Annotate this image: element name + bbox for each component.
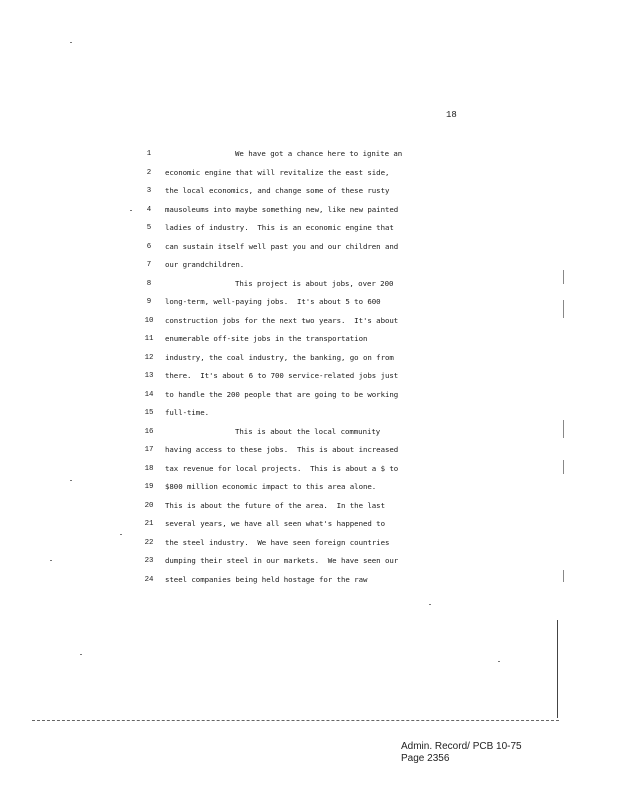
line-text: mausoleums into maybe something new, like new painted — [165, 204, 399, 214]
line-number: 15 — [144, 409, 154, 417]
scan-speck — [70, 480, 72, 481]
line-text: steel companies being held hostage for the raw — [165, 574, 368, 584]
transcript-line — [0, 203, 618, 217]
line-text: the steel industry. We have seen foreign countries — [165, 537, 390, 547]
line-number: 2 — [146, 168, 152, 177]
line-number: 10 — [144, 316, 154, 325]
transcript-line — [0, 517, 618, 531]
line-text: enumerable off-site jobs in the transportation — [165, 334, 368, 343]
margin-rule — [557, 620, 558, 718]
line-number: 11 — [144, 335, 154, 343]
line-number: 23 — [144, 557, 154, 565]
transcript-line — [0, 499, 618, 513]
line-number: 13 — [144, 372, 154, 380]
transcript-line — [0, 351, 618, 365]
scan-speck — [70, 42, 72, 43]
scan-mark — [563, 460, 564, 474]
transcript-line — [0, 240, 618, 254]
transcript-line — [0, 221, 618, 235]
line-text: the local economics, and change some of these rusty — [165, 186, 390, 195]
admin-record-stamp — [401, 741, 522, 764]
scan-speck — [50, 560, 52, 561]
line-text: This project is about jobs, over 200 — [235, 278, 394, 288]
line-number: 8 — [146, 279, 152, 288]
transcript-line — [0, 258, 618, 272]
line-text: there. It's about 6 to 700 service-related jobs just — [165, 371, 399, 380]
transcript-line — [0, 184, 618, 198]
line-text: can sustain itself well past you and our children and — [165, 241, 399, 251]
transcript-line — [0, 295, 618, 309]
line-text: our grandchildren. — [165, 260, 245, 269]
line-number: 4 — [146, 205, 152, 214]
transcript-line — [0, 332, 618, 346]
line-number: 7 — [146, 261, 152, 269]
line-text: We have got a chance here to ignite an — [235, 149, 403, 158]
transcript-line — [0, 406, 618, 420]
scan-mark — [563, 570, 564, 582]
bottom-rule — [32, 720, 559, 722]
scan-speck — [80, 654, 82, 655]
transcript-line — [0, 573, 618, 587]
scan-speck — [498, 661, 500, 662]
line-text: full-time. — [165, 408, 209, 417]
line-number: 24 — [144, 575, 154, 584]
transcript-line — [0, 147, 618, 161]
transcript-line — [0, 425, 618, 439]
line-number: 16 — [144, 427, 154, 436]
line-number: 6 — [146, 242, 152, 251]
line-text: ladies of industry. This is an economic engine that — [165, 223, 394, 232]
line-number: 21 — [144, 520, 154, 528]
line-text: tax revenue for local projects. This is about a $ to — [165, 463, 399, 473]
line-number: 9 — [146, 298, 152, 306]
page-number: 18 — [446, 110, 457, 120]
line-text: industry, the coal industry, the banking, go on from — [165, 352, 394, 362]
record-page: Page 2356 — [401, 752, 450, 764]
scan-speck — [120, 534, 122, 535]
transcript-line — [0, 554, 618, 568]
scan-speck — [429, 604, 431, 605]
transcript-line — [0, 166, 618, 180]
scan-mark — [563, 270, 564, 284]
transcript-line — [0, 277, 618, 291]
transcript-line — [0, 314, 618, 328]
line-number: 14 — [144, 390, 154, 399]
line-text: construction jobs for the next two years. It's about — [165, 315, 399, 325]
line-text: long-term, well-paying jobs. It's about 5 to 600 — [165, 297, 381, 306]
transcript-line — [0, 480, 618, 494]
line-text: economic engine that will revitalize the east side, — [165, 167, 390, 177]
line-text: $800 million economic impact to this area alone. — [165, 482, 377, 491]
transcript-line — [0, 443, 618, 457]
line-number: 1 — [146, 150, 152, 158]
line-number: 18 — [144, 464, 154, 473]
line-text: having access to these jobs. This is about increased — [165, 445, 399, 454]
transcript-line — [0, 462, 618, 476]
scan-mark — [563, 420, 564, 438]
transcript-line — [0, 369, 618, 383]
transcript-line — [0, 536, 618, 550]
scan-speck — [130, 210, 132, 211]
line-text: This is about the local community — [235, 426, 381, 436]
scan-mark — [563, 300, 564, 318]
line-text: This is about the future of the area. In the last — [165, 500, 385, 510]
line-number: 17 — [144, 446, 154, 454]
line-number: 12 — [144, 353, 154, 362]
line-text: several years, we have all seen what's happened to — [165, 519, 385, 528]
line-text: dumping their steel in our markets. We have seen our — [165, 556, 399, 565]
line-number: 3 — [146, 187, 152, 195]
line-number: 20 — [144, 501, 154, 510]
line-text: to handle the 200 people that are going to be working — [165, 389, 399, 399]
line-number: 5 — [146, 224, 152, 232]
transcript-line — [0, 388, 618, 402]
record-id: Admin. Record/ PCB 10-75 — [401, 741, 522, 752]
line-number: 19 — [144, 483, 154, 491]
line-number: 22 — [144, 538, 154, 547]
